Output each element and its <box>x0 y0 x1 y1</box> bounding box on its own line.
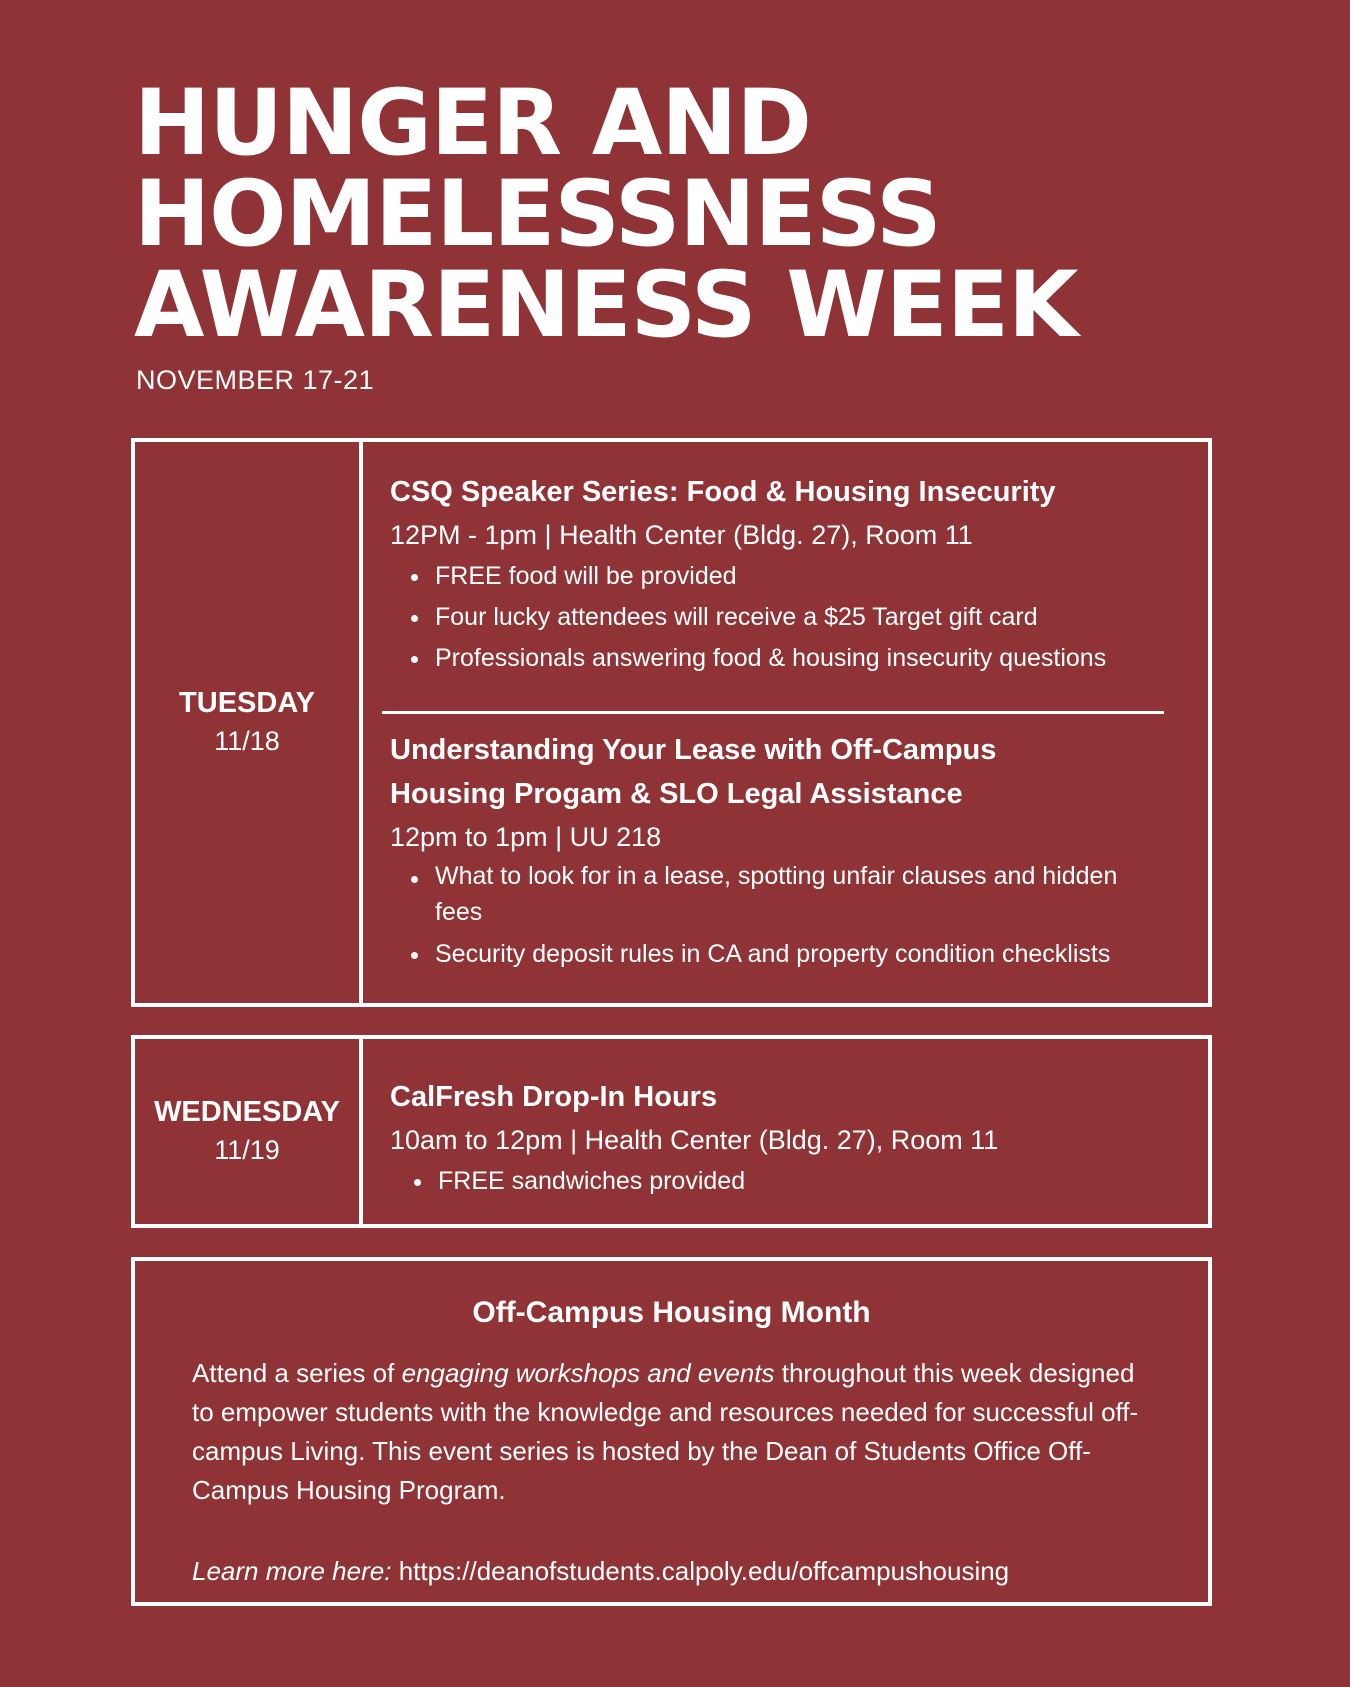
description-start: Attend a series of <box>192 1358 402 1388</box>
day-name: TUESDAY <box>179 686 315 719</box>
off-campus-description <box>192 1354 1152 1510</box>
wednesday-box <box>131 1035 1212 1228</box>
learn-more <box>192 1551 1009 1591</box>
list-item: What to look for in a lease, spotting unfair clauses and hidden fees <box>435 858 1155 934</box>
event-info: 12PM - 1pm | Health Center (Bldg. 27), Room 11 <box>390 520 973 550</box>
tuesday-day-cell <box>135 442 363 1003</box>
event-bullets <box>390 1161 1198 1202</box>
event-calfresh <box>390 1075 1198 1202</box>
event-info: 10am to 12pm | Health Center (Bldg. 27), Room 11 <box>390 1125 999 1155</box>
title-line-1: HUNGER AND <box>134 71 811 176</box>
list-item: FREE sandwiches provided <box>438 1161 1198 1202</box>
day-date: 11/18 <box>214 725 280 756</box>
list-item: FREE food will be provided <box>435 556 1198 597</box>
list-item: Professionals answering food & housing insecurity questions <box>435 638 1198 679</box>
description-end: throughout this week designed to empower students with the knowledge and resources needed for successful off-campus Living. This event series is hosted by the Dean of Students Office Off-Campus Housing Program. <box>192 1358 1139 1505</box>
event-lease-workshop <box>390 728 1198 975</box>
title-line-2: HOMELESSNESS <box>134 162 941 267</box>
learn-more-link[interactable]: https://deanofstudents.calpoly.edu/offcampushousing <box>398 1556 1010 1586</box>
event-csq-speaker <box>390 470 1198 679</box>
event-divider <box>382 711 1164 714</box>
list-item: Four lucky attendees will receive a $25 Target gift card <box>435 597 1198 638</box>
event-title-line-2: Housing Progam & SLO Legal Assistance <box>390 778 963 810</box>
event-title-line-1: Understanding Your Lease with Off-Campus <box>390 734 997 766</box>
event-dates: NOVEMBER 17-21 <box>136 365 375 395</box>
description-emphasis: engaging workshops and events <box>401 1358 775 1388</box>
event-title: CSQ Speaker Series: Food & Housing Insecurity <box>390 476 1056 508</box>
list-item: Security deposit rules in CA and property condition checklists <box>435 934 1155 975</box>
event-bullets <box>390 858 1155 975</box>
event-title: CalFresh Drop-In Hours <box>390 1081 718 1113</box>
off-campus-box <box>131 1257 1212 1606</box>
wednesday-day-cell <box>135 1039 363 1224</box>
off-campus-heading: Off-Campus Housing Month <box>472 1296 871 1329</box>
page-title <box>134 71 1234 358</box>
event-bullets <box>390 556 1198 679</box>
tuesday-box <box>131 438 1212 1007</box>
day-date: 11/19 <box>214 1134 280 1165</box>
title-line-3: AWARENESS WEEK <box>134 253 1078 358</box>
learn-more-label: Learn more here: <box>192 1556 392 1586</box>
event-info: 12pm to 1pm | UU 218 <box>390 822 662 852</box>
day-name: WEDNESDAY <box>154 1095 340 1128</box>
